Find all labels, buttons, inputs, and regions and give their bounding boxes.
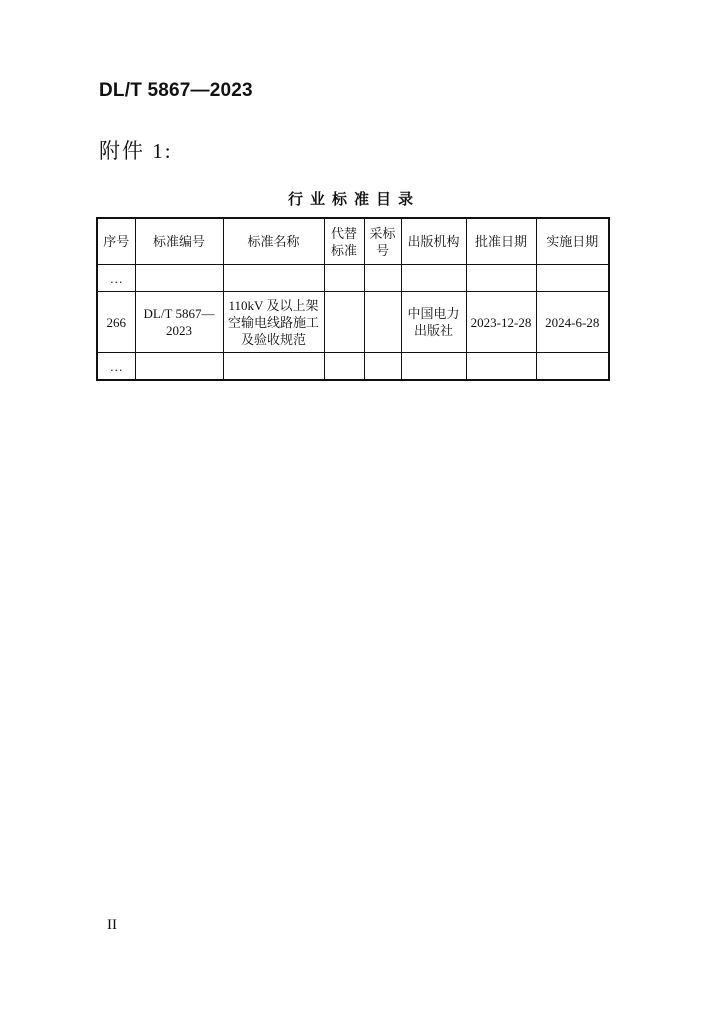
cell-seq: … — [97, 353, 135, 381]
standards-catalog-table — [96, 217, 610, 381]
cell-replaces — [324, 265, 364, 292]
cell-seq: 266 — [97, 292, 135, 353]
table-header-row — [97, 218, 609, 265]
attachment-label: 附件 1: — [99, 139, 173, 163]
cell-code: DL/T 5867—2023 — [135, 292, 223, 353]
cell-approved: 2023-12-28 — [466, 292, 536, 353]
cell-code — [135, 265, 223, 292]
cell-name: 110kV 及以上架空输电线路施工及验收规范 — [223, 292, 324, 353]
page-number: II — [107, 917, 117, 933]
cell-replaces — [324, 292, 364, 353]
document-code: DL/T 5867—2023 — [99, 80, 253, 101]
column-header-effective: 实施日期 — [536, 218, 609, 265]
column-header-adopted: 采标号 — [364, 218, 401, 265]
cell-approved — [466, 353, 536, 381]
cell-effective — [536, 265, 609, 292]
column-header-name: 标准名称 — [223, 218, 324, 265]
cell-publisher — [401, 265, 466, 292]
cell-adopted — [364, 265, 401, 292]
cell-replaces — [324, 353, 364, 381]
cell-adopted — [364, 353, 401, 381]
column-header-code: 标准编号 — [135, 218, 223, 265]
cell-name — [223, 265, 324, 292]
table-row — [97, 265, 609, 292]
table-row — [97, 292, 609, 353]
cell-publisher: 中国电力出版社 — [401, 292, 466, 353]
table-row — [97, 353, 609, 381]
column-header-seq: 序号 — [97, 218, 135, 265]
cell-name — [223, 353, 324, 381]
cell-code — [135, 353, 223, 381]
cell-seq: … — [97, 265, 135, 292]
column-header-replaces: 代替标准 — [324, 218, 364, 265]
cell-effective: 2024-6-28 — [536, 292, 609, 353]
cell-approved — [466, 265, 536, 292]
cell-adopted — [364, 292, 401, 353]
cell-publisher — [401, 353, 466, 381]
table-title: 行业标准目录 — [287, 190, 420, 208]
column-header-publisher: 出版机构 — [401, 218, 466, 265]
cell-effective — [536, 353, 609, 381]
column-header-approved: 批准日期 — [466, 218, 536, 265]
